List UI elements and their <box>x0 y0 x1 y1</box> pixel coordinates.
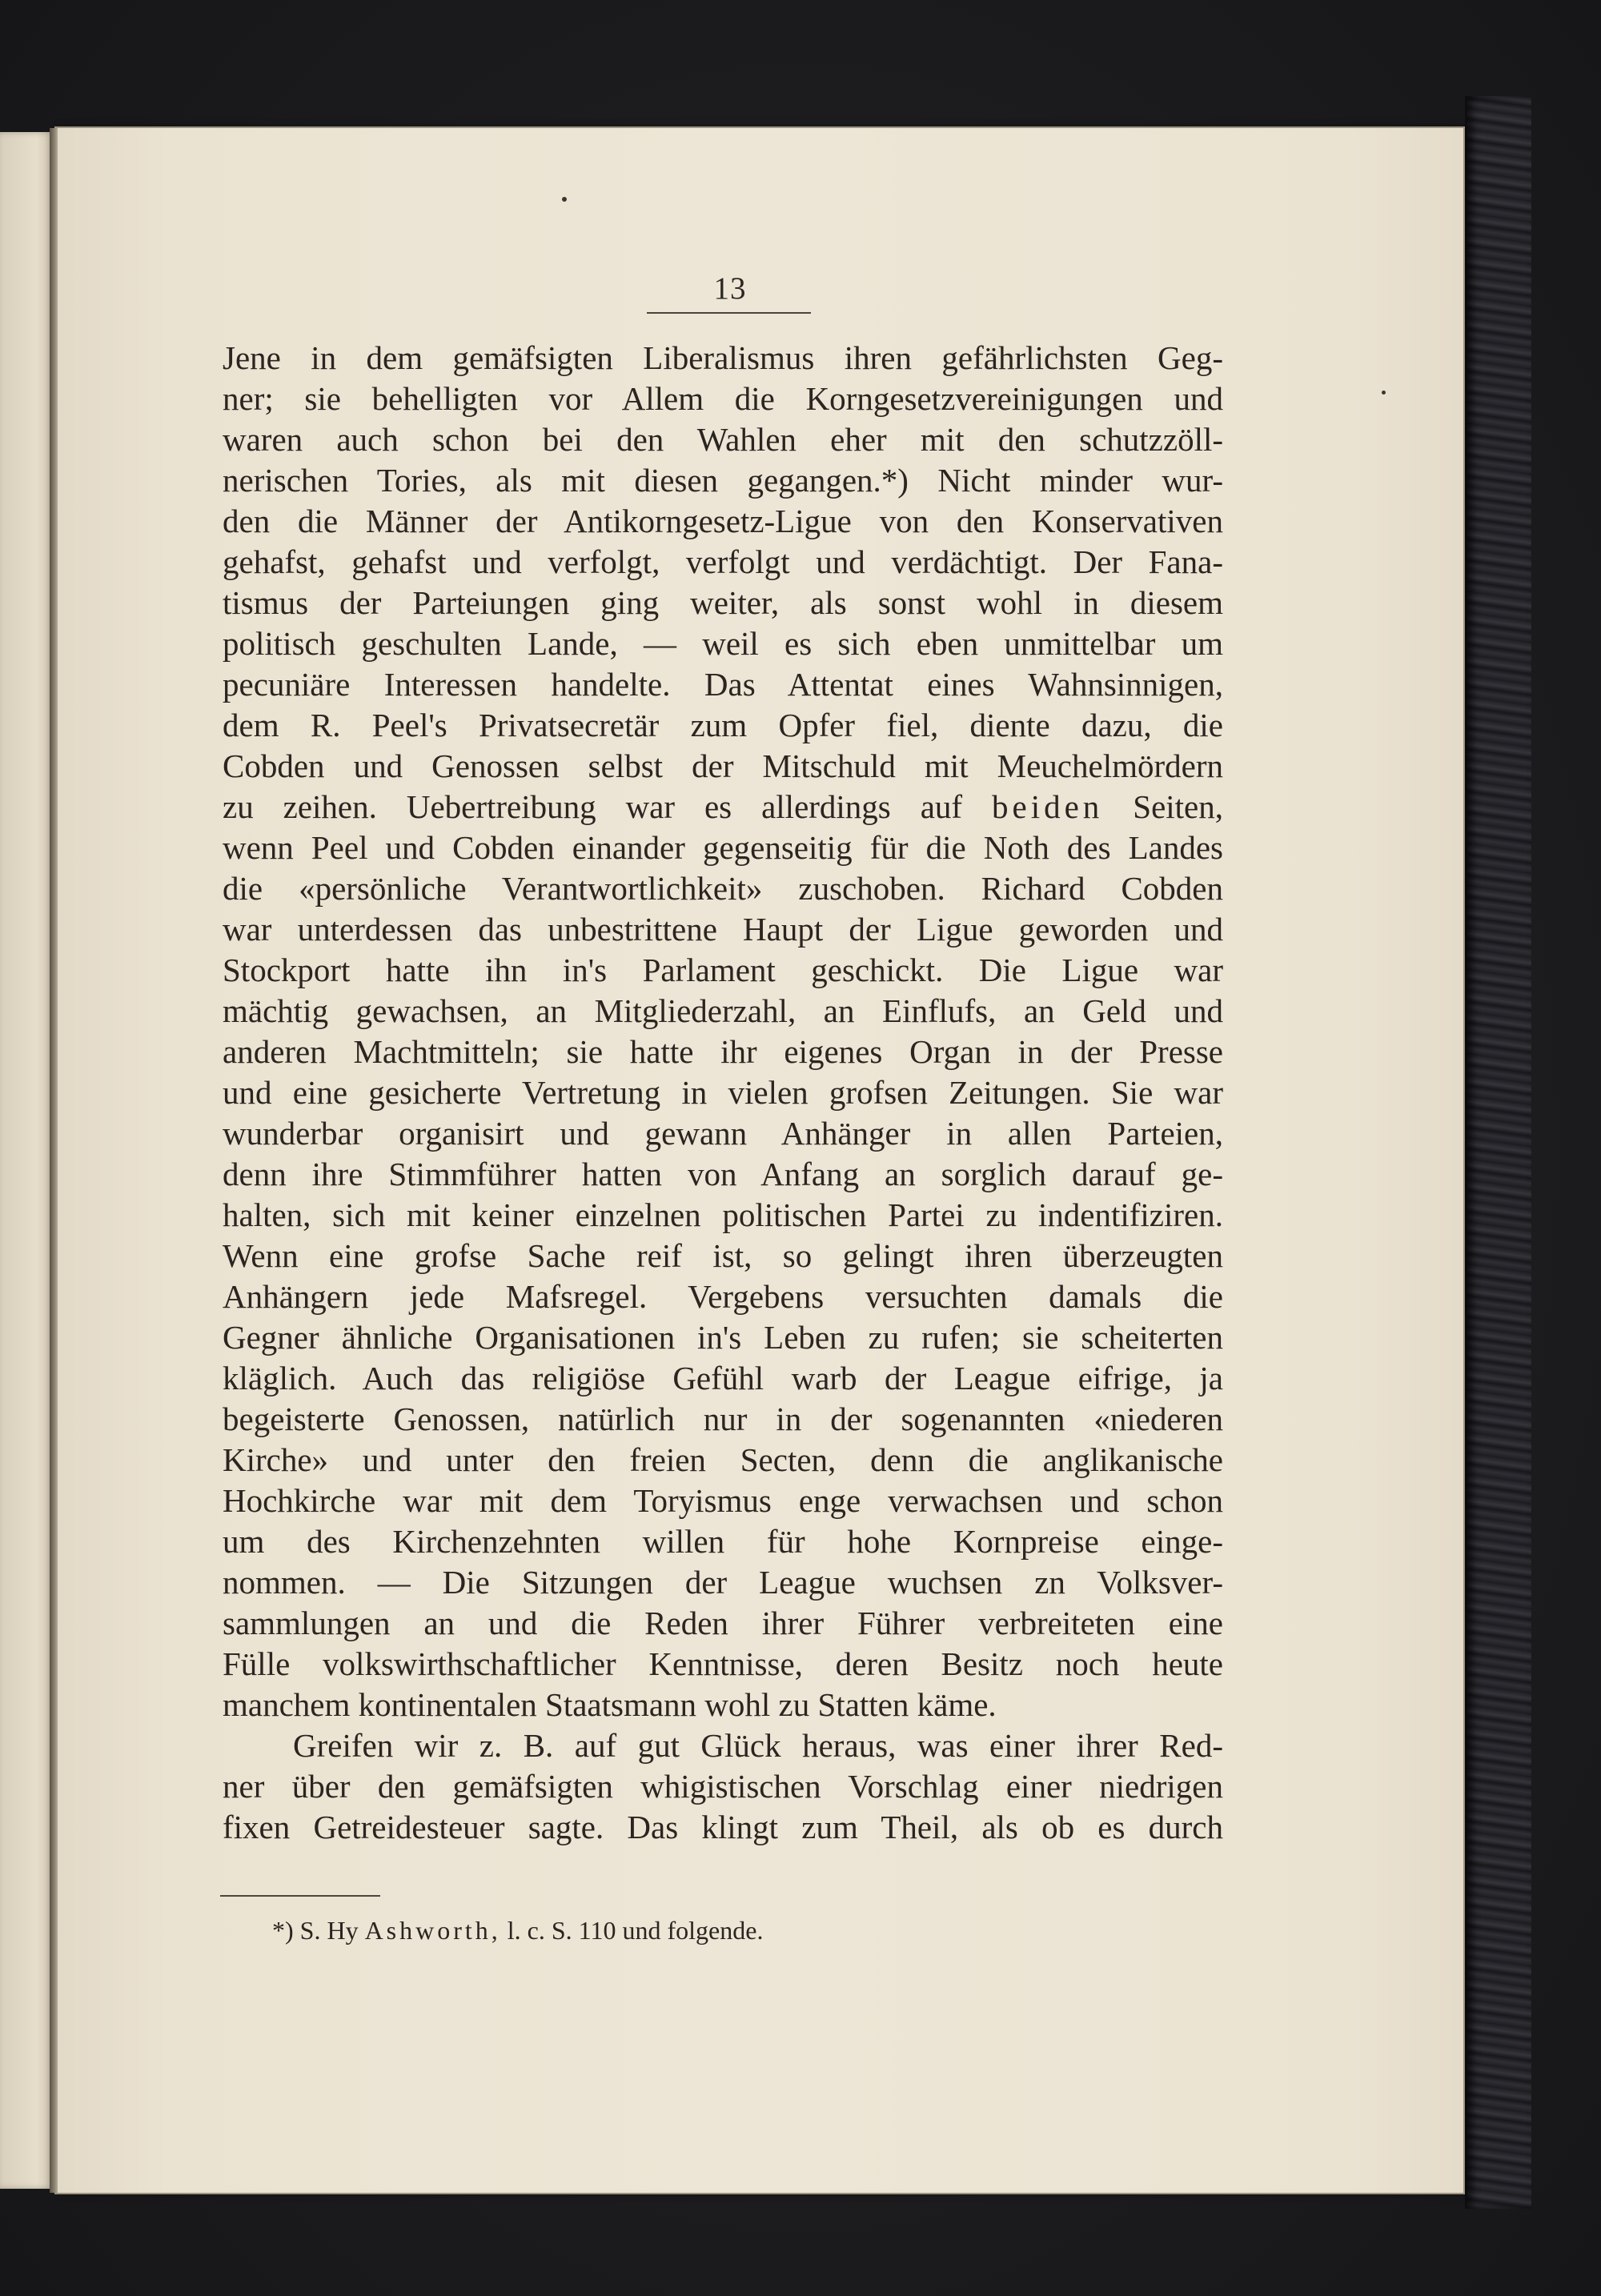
text-line: politisch geschulten Lande, — weil es sich eben unmittelbar um <box>223 625 1223 662</box>
text-line: begeisterte Genossen, natürlich nur in der sogenannten «niederen <box>223 1400 1223 1437</box>
text-line: Kirche» und unter den freien Secten, denn die anglikanische <box>223 1441 1223 1478</box>
text-line: fixen Getreidesteuer sagte. Das klingt zum Theil, als ob es durch <box>223 1809 1223 1845</box>
text-line: Hochkirche war mit dem Toryismus enge verwachsen und schon <box>223 1482 1223 1519</box>
text-line: Cobden und Genossen selbst der Mitschuld mit Meuchelmördern <box>223 747 1223 784</box>
text-line: kläglich. Auch das religiöse Gefühl warb der League eifrige, ja <box>223 1360 1223 1396</box>
footnote <box>272 1914 763 1946</box>
header-rule <box>647 312 811 314</box>
text-line: anderen Machtmitteln; sie hatte ihr eigenes Organ in der Presse <box>223 1033 1223 1070</box>
paper-speck <box>1382 391 1386 395</box>
footnote-citation: l. c. S. 110 und folgende. <box>507 1916 764 1945</box>
text-line: Stockport hatte ihn in's Parlament geschickt. Die Ligue war <box>223 952 1223 988</box>
text-line: war unterdessen das unbestrittene Haupt der Ligue geworden und <box>223 911 1223 948</box>
emphasized-word: beiden <box>992 788 1104 825</box>
text-line: sammlungen an und die Reden ihrer Führer verbreiteten eine <box>223 1605 1223 1641</box>
text-line: manchem kontinentalen Staatsmann wohl zu Statten käme. <box>223 1686 997 1723</box>
text-line: um des Kirchenzehnten willen für hohe Kornpreise einge- <box>223 1523 1223 1560</box>
text-line: Gegner ähnliche Organisationen in's Leben zu rufen; sie scheiterten <box>223 1319 1223 1356</box>
text-line: Fülle volkswirthschaftlicher Kenntnisse, deren Besitz noch heute <box>223 1645 1223 1682</box>
text-line: Wenn eine grofse Sache reif ist, so gelingt ihren überzeugten <box>223 1237 1223 1274</box>
text-line: waren auch schon bei den Wahlen eher mit den schutzzöll- <box>223 421 1223 458</box>
text-run: Seiten, <box>1103 788 1223 825</box>
text-line: tismus der Parteiungen ging weiter, als sonst wohl in diesem <box>223 584 1223 621</box>
text-run: zu zeihen. Uebertreibung war es allerdings auf <box>223 788 993 825</box>
text-line <box>223 787 1223 827</box>
book-cover-edge <box>1465 96 1531 2209</box>
text-line: mächtig gewachsen, an Mitgliederzahl, an Einflufs, an Geld und <box>223 992 1223 1029</box>
text-line: Jene in dem gemäfsigten Liberalismus ihren gefährlichsten Geg- <box>223 339 1223 376</box>
footnote-prefix: S. Hy <box>299 1916 359 1945</box>
text-line: und eine gesicherte Vertretung in vielen grofsen Zeitungen. Sie war <box>223 1074 1223 1111</box>
text-line: pecuniäre Interessen handelte. Das Attentat eines Wahnsinnigen, <box>223 666 1223 703</box>
paper-speck <box>562 197 567 202</box>
text-line: Greifen wir z. B. auf gut Glück heraus, was einer ihrer Red- <box>293 1727 1223 1764</box>
text-line: denn ihre Stimmführer hatten von Anfang an sorglich darauf ge- <box>223 1156 1223 1192</box>
text-line: ner; sie behelligten vor Allem die Korngesetzvereinigungen und <box>223 380 1223 417</box>
footnote-author: Ashworth, <box>364 1916 501 1945</box>
text-line: gehafst, gehafst und verfolgt, verfolgt und verdächtigt. Der Fana- <box>223 543 1223 580</box>
footnote-rule <box>220 1895 380 1897</box>
text-line: die «persönliche Verantwortlichkeit» zuschoben. Richard Cobden <box>223 870 1223 907</box>
text-line: wunderbar organisirt und gewann Anhänger in allen Parteien, <box>223 1115 1223 1152</box>
facing-page-edge <box>0 132 53 2189</box>
text-line: halten, sich mit keiner einzelnen politischen Partei zu indentifiziren. <box>223 1196 1223 1233</box>
footnote-mark: *) <box>272 1916 294 1945</box>
text-line: Anhängern jede Mafsregel. Vergebens versuchten damals die <box>223 1278 1223 1315</box>
text-line: den die Männer der Antikorngesetz-Ligue von den Konservativen <box>223 503 1223 539</box>
text-line: wenn Peel und Cobden einander gegenseitig für die Noth des Landes <box>223 829 1223 866</box>
text-line: dem R. Peel's Privatsecretär zum Opfer fiel, diente dazu, die <box>223 707 1223 743</box>
text-line: nerischen Tories, als mit diesen gegangen.*) Nicht minder wur- <box>223 462 1223 499</box>
page-gutter <box>50 128 58 2193</box>
page-number: 13 <box>713 271 747 306</box>
text-line: nommen. — Die Sitzungen der League wuchsen zn Volksver- <box>223 1564 1223 1601</box>
text-line: ner über den gemäfsigten whigistischen Vorschlag einer niedrigen <box>223 1768 1223 1805</box>
